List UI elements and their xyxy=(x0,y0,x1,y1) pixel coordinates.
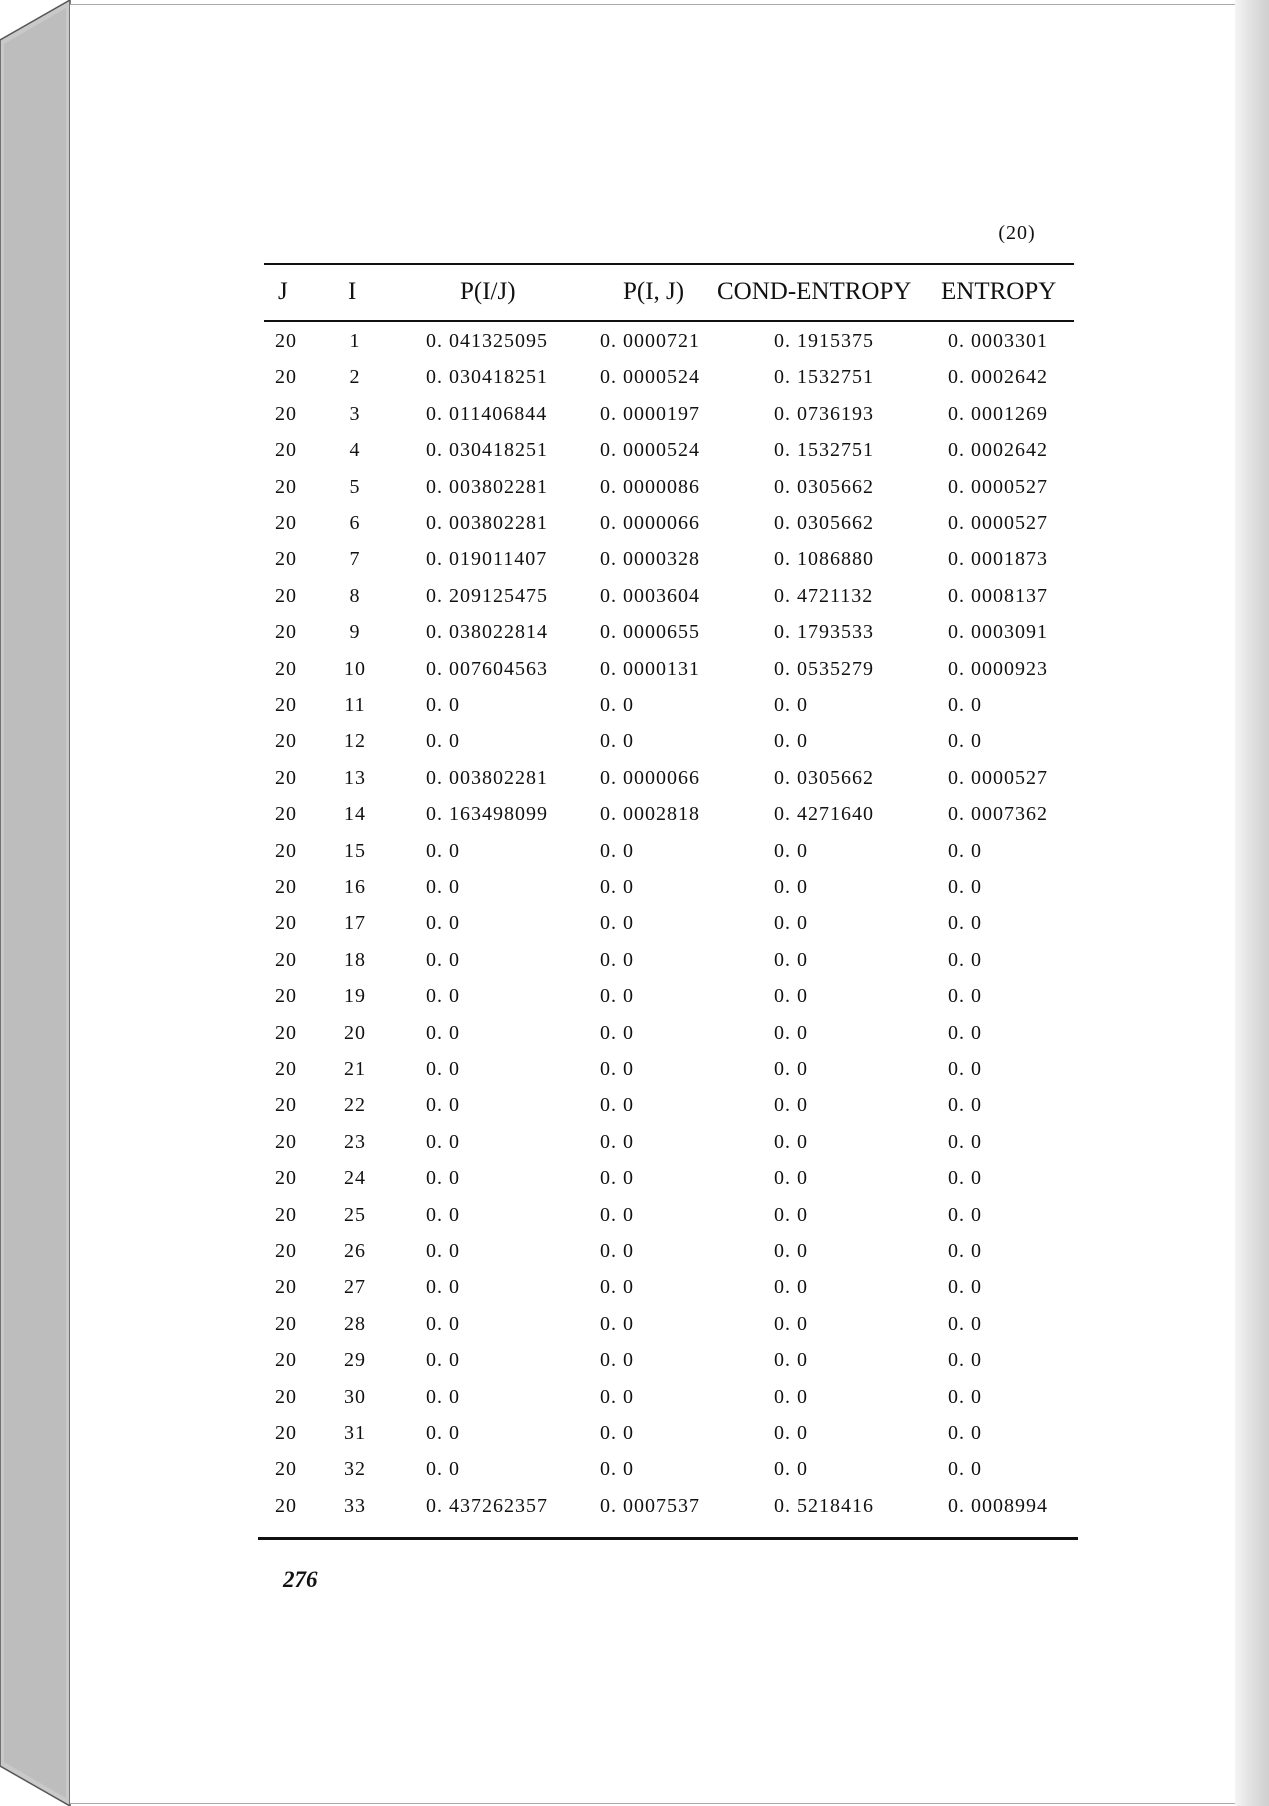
table-row xyxy=(0,1349,1269,1385)
cell-p-i-j: 0. 0 xyxy=(600,1130,634,1153)
cell-p-i-given-j: 0. 003802281 xyxy=(426,475,548,498)
cell-entropy: 0. 0 xyxy=(948,839,982,862)
cell-p-i-given-j: 0. 007604563 xyxy=(426,657,548,680)
table-row xyxy=(0,512,1269,548)
cell-p-i-j: 0. 0 xyxy=(600,1458,634,1481)
cell-entropy: 0. 0 xyxy=(948,912,982,935)
cell-p-i-given-j: 0. 030418251 xyxy=(426,366,548,389)
cell-p-i-given-j: 0. 0 xyxy=(426,1385,460,1408)
cell-i: 5 xyxy=(349,475,361,498)
cell-p-i-given-j: 0. 0 xyxy=(426,839,460,862)
cell-p-i-given-j: 0. 019011407 xyxy=(426,548,548,571)
table-row xyxy=(0,366,1269,402)
cell-cond-entropy: 0. 0 xyxy=(774,985,808,1008)
cell-p-i-j: 0. 0 xyxy=(600,1385,634,1408)
cell-i: 12 xyxy=(344,730,366,753)
cell-entropy: 0. 0 xyxy=(948,1130,982,1153)
cell-p-i-j: 0. 0007537 xyxy=(600,1494,700,1517)
cell-p-i-j: 0. 0000328 xyxy=(600,548,700,571)
cell-i: 10 xyxy=(344,657,366,680)
table-row xyxy=(0,876,1269,912)
cell-cond-entropy: 0. 0 xyxy=(774,912,808,935)
header-p-i-given-j: P(I/J) xyxy=(460,278,516,305)
cell-p-i-given-j: 0. 0 xyxy=(426,730,460,753)
cell-cond-entropy: 0. 0 xyxy=(774,1458,808,1481)
cell-entropy: 0. 0002642 xyxy=(948,366,1048,389)
cell-j: 20 xyxy=(275,366,297,389)
cell-cond-entropy: 0. 0 xyxy=(774,1167,808,1190)
cell-i: 28 xyxy=(344,1312,366,1335)
cell-cond-entropy: 0. 0 xyxy=(774,1240,808,1262)
cell-p-i-given-j: 0. 011406844 xyxy=(426,402,548,425)
cell-i: 24 xyxy=(344,1167,366,1190)
cell-p-i-j: 0. 0 xyxy=(600,1276,634,1299)
table-row xyxy=(0,840,1269,876)
cell-i: 19 xyxy=(344,985,366,1008)
cell-p-i-j: 0. 0000524 xyxy=(600,439,700,462)
cell-cond-entropy: 0. 0 xyxy=(774,1422,808,1444)
cell-i: 23 xyxy=(344,1130,366,1153)
table-row xyxy=(0,1422,1269,1458)
cell-p-i-j: 0. 0000197 xyxy=(600,402,700,425)
header-entropy: ENTROPY xyxy=(941,278,1057,305)
cell-j: 20 xyxy=(275,1312,297,1335)
cell-entropy: 0. 0 xyxy=(948,1458,982,1481)
cell-p-i-given-j: 0. 038022814 xyxy=(426,621,548,644)
cell-entropy: 0. 0000527 xyxy=(948,766,1048,789)
cell-i: 17 xyxy=(344,912,366,935)
cell-j: 20 xyxy=(275,657,297,680)
cell-p-i-j: 0. 0 xyxy=(600,1422,634,1444)
cell-p-i-given-j: 0. 0 xyxy=(426,1203,460,1226)
cell-i: 30 xyxy=(344,1385,366,1408)
cell-p-i-given-j: 0. 209125475 xyxy=(426,584,548,607)
cell-j: 20 xyxy=(275,1422,297,1444)
cell-entropy: 0. 0000527 xyxy=(948,512,1048,534)
table-row xyxy=(0,912,1269,948)
cell-cond-entropy: 0. 0535279 xyxy=(774,657,874,680)
cell-p-i-given-j: 0. 0 xyxy=(426,1240,460,1262)
header-j: J xyxy=(278,278,288,305)
cell-p-i-given-j: 0. 0 xyxy=(426,1458,460,1481)
cell-entropy: 0. 0003091 xyxy=(948,621,1048,644)
cell-p-i-j: 0. 0 xyxy=(600,1167,634,1190)
cell-entropy: 0. 0000923 xyxy=(948,657,1048,680)
cell-j: 20 xyxy=(275,730,297,753)
cell-i: 26 xyxy=(344,1240,366,1262)
cell-entropy: 0. 0 xyxy=(948,1240,982,1262)
cell-j: 20 xyxy=(275,1276,297,1299)
cell-entropy: 0. 0 xyxy=(948,1312,982,1335)
cell-p-i-j: 0. 0 xyxy=(600,1203,634,1226)
cell-p-i-j: 0. 0002818 xyxy=(600,803,700,826)
table-row xyxy=(0,548,1269,584)
cell-i: 1 xyxy=(349,330,361,352)
cell-p-i-j: 0. 0 xyxy=(600,1349,634,1372)
cell-entropy: 0. 0001269 xyxy=(948,402,1048,425)
table-row xyxy=(0,330,1269,366)
cell-entropy: 0. 0 xyxy=(948,1058,982,1080)
cell-cond-entropy: 0. 0 xyxy=(774,1385,808,1408)
cell-cond-entropy: 0. 0 xyxy=(774,876,808,898)
table-row xyxy=(0,803,1269,839)
cell-p-i-j: 0. 0000066 xyxy=(600,766,700,789)
cell-entropy: 0. 0 xyxy=(948,1203,982,1226)
cell-cond-entropy: 0. 0736193 xyxy=(774,402,874,425)
table-row xyxy=(0,1386,1269,1422)
cell-p-i-given-j: 0. 0 xyxy=(426,912,460,935)
cell-i: 21 xyxy=(344,1058,366,1080)
cell-cond-entropy: 0. 0 xyxy=(774,839,808,862)
cell-j: 20 xyxy=(275,839,297,862)
cell-entropy: 0. 0 xyxy=(948,1094,982,1117)
cell-i: 7 xyxy=(349,548,361,571)
cell-p-i-given-j: 0. 003802281 xyxy=(426,512,548,534)
cell-j: 20 xyxy=(275,912,297,935)
cell-j: 20 xyxy=(275,1167,297,1190)
cell-j: 20 xyxy=(275,1494,297,1517)
cell-p-i-j: 0. 0000131 xyxy=(600,657,700,680)
cell-entropy: 0. 0001873 xyxy=(948,548,1048,571)
cell-j: 20 xyxy=(275,985,297,1008)
cell-p-i-j: 0. 0000721 xyxy=(600,330,700,352)
cell-cond-entropy: 0. 0 xyxy=(774,948,808,971)
cell-p-i-given-j: 0. 0 xyxy=(426,1021,460,1044)
cell-p-i-given-j: 0. 0 xyxy=(426,694,460,716)
table-row xyxy=(0,403,1269,439)
cell-j: 20 xyxy=(275,1021,297,1044)
table-row xyxy=(0,658,1269,694)
cell-p-i-j: 0. 0000066 xyxy=(600,512,700,534)
cell-j: 20 xyxy=(275,1240,297,1262)
cell-cond-entropy: 0. 0305662 xyxy=(774,475,874,498)
cell-p-i-j: 0. 0003604 xyxy=(600,584,700,607)
table-row xyxy=(0,1240,1269,1276)
cell-entropy: 0. 0 xyxy=(948,1422,982,1444)
cell-i: 6 xyxy=(349,512,361,534)
cell-i: 25 xyxy=(344,1203,366,1226)
cell-cond-entropy: 0. 1532751 xyxy=(774,439,874,462)
cell-j: 20 xyxy=(275,475,297,498)
cell-cond-entropy: 0. 0 xyxy=(774,1058,808,1080)
table-row xyxy=(0,1131,1269,1167)
cell-i: 8 xyxy=(349,584,361,607)
cell-cond-entropy: 0. 1532751 xyxy=(774,366,874,389)
cell-cond-entropy: 0. 0 xyxy=(774,1349,808,1372)
table-row xyxy=(0,949,1269,985)
cell-cond-entropy: 0. 0 xyxy=(774,694,808,716)
cell-p-i-given-j: 0. 0 xyxy=(426,1422,460,1444)
cell-entropy: 0. 0 xyxy=(948,1167,982,1190)
table-row xyxy=(0,1495,1269,1531)
cell-j: 20 xyxy=(275,439,297,462)
table-row xyxy=(0,1458,1269,1494)
table-row xyxy=(0,767,1269,803)
table-header-rule xyxy=(264,320,1074,322)
cell-i: 27 xyxy=(344,1276,366,1299)
cell-cond-entropy: 0. 0 xyxy=(774,730,808,753)
table-row xyxy=(0,1058,1269,1094)
cell-j: 20 xyxy=(275,1058,297,1080)
cell-cond-entropy: 0. 1086880 xyxy=(774,548,874,571)
cell-entropy: 0. 0 xyxy=(948,730,982,753)
cell-p-i-j: 0. 0 xyxy=(600,1058,634,1080)
cell-p-i-given-j: 0. 0 xyxy=(426,1276,460,1299)
cell-p-i-j: 0. 0 xyxy=(600,1094,634,1117)
cell-entropy: 0. 0 xyxy=(948,694,982,716)
cell-j: 20 xyxy=(275,1458,297,1481)
cell-j: 20 xyxy=(275,876,297,898)
cell-p-i-given-j: 0. 163498099 xyxy=(426,803,548,826)
cell-j: 20 xyxy=(275,803,297,826)
cell-cond-entropy: 0. 5218416 xyxy=(774,1494,874,1517)
cell-p-i-j: 0. 0 xyxy=(600,876,634,898)
table-row xyxy=(0,1204,1269,1240)
cell-p-i-given-j: 0. 0 xyxy=(426,1167,460,1190)
cell-j: 20 xyxy=(275,948,297,971)
cell-entropy: 0. 0000527 xyxy=(948,475,1048,498)
cell-j: 20 xyxy=(275,1130,297,1153)
cell-j: 20 xyxy=(275,1203,297,1226)
cell-cond-entropy: 0. 0 xyxy=(774,1276,808,1299)
cell-p-i-given-j: 0. 030418251 xyxy=(426,439,548,462)
table-row xyxy=(0,1167,1269,1203)
cell-i: 3 xyxy=(349,402,361,425)
cell-p-i-given-j: 0. 0 xyxy=(426,1312,460,1335)
cell-i: 13 xyxy=(344,766,366,789)
table-number: (20) xyxy=(998,222,1036,244)
cell-p-i-j: 0. 0 xyxy=(600,985,634,1008)
cell-i: 16 xyxy=(344,876,366,898)
page-number: 276 xyxy=(283,1567,318,1592)
cell-i: 32 xyxy=(344,1458,366,1481)
cell-j: 20 xyxy=(275,694,297,716)
cell-p-i-given-j: 0. 041325095 xyxy=(426,330,548,352)
cell-entropy: 0. 0 xyxy=(948,1021,982,1044)
cell-cond-entropy: 0. 4721132 xyxy=(774,584,874,607)
cell-entropy: 0. 0002642 xyxy=(948,439,1048,462)
table-bottom-rule xyxy=(258,1537,1078,1540)
cell-entropy: 0. 0003301 xyxy=(948,330,1048,352)
cell-entropy: 0. 0008994 xyxy=(948,1494,1048,1517)
cell-entropy: 0. 0 xyxy=(948,1276,982,1299)
cell-p-i-j: 0. 0 xyxy=(600,1240,634,1262)
table-row xyxy=(0,985,1269,1021)
cell-p-i-given-j: 0. 0 xyxy=(426,985,460,1008)
cell-j: 20 xyxy=(275,1385,297,1408)
cell-entropy: 0. 0 xyxy=(948,985,982,1008)
cell-cond-entropy: 0. 0305662 xyxy=(774,766,874,789)
table-row xyxy=(0,1313,1269,1349)
table-row xyxy=(0,585,1269,621)
table-top-rule xyxy=(264,263,1074,265)
table-row xyxy=(0,476,1269,512)
table-row xyxy=(0,730,1269,766)
cell-i: 2 xyxy=(349,366,361,389)
cell-j: 20 xyxy=(275,548,297,571)
cell-cond-entropy: 0. 0 xyxy=(774,1021,808,1044)
cell-i: 33 xyxy=(344,1494,366,1517)
cell-j: 20 xyxy=(275,584,297,607)
cell-i: 4 xyxy=(349,439,361,462)
cell-p-i-given-j: 0. 003802281 xyxy=(426,766,548,789)
cell-p-i-given-j: 0. 0 xyxy=(426,1058,460,1080)
cell-entropy: 0. 0008137 xyxy=(948,584,1048,607)
cell-p-i-j: 0. 0 xyxy=(600,694,634,716)
cell-p-i-j: 0. 0000524 xyxy=(600,366,700,389)
cell-i: 31 xyxy=(344,1422,366,1444)
cell-cond-entropy: 0. 0 xyxy=(774,1312,808,1335)
cell-i: 29 xyxy=(344,1349,366,1372)
cell-i: 15 xyxy=(344,839,366,862)
cell-p-i-given-j: 0. 0 xyxy=(426,1130,460,1153)
cell-j: 20 xyxy=(275,1094,297,1117)
cell-entropy: 0. 0 xyxy=(948,948,982,971)
cell-p-i-given-j: 0. 0 xyxy=(426,876,460,898)
cell-cond-entropy: 0. 1915375 xyxy=(774,330,874,352)
cell-p-i-j: 0. 0 xyxy=(600,912,634,935)
cell-i: 9 xyxy=(349,621,361,644)
cell-p-i-j: 0. 0 xyxy=(600,730,634,753)
cell-i: 11 xyxy=(344,694,366,716)
cell-cond-entropy: 0. 1793533 xyxy=(774,621,874,644)
cell-p-i-given-j: 0. 0 xyxy=(426,1349,460,1372)
table-row xyxy=(0,1094,1269,1130)
table-row xyxy=(0,1022,1269,1058)
cell-i: 20 xyxy=(344,1021,366,1044)
table-row xyxy=(0,621,1269,657)
cell-entropy: 0. 0 xyxy=(948,1349,982,1372)
cell-i: 22 xyxy=(344,1094,366,1117)
header-p-i-j: P(I, J) xyxy=(623,278,685,305)
cell-p-i-j: 0. 0 xyxy=(600,839,634,862)
cell-p-i-j: 0. 0000655 xyxy=(600,621,700,644)
cell-cond-entropy: 0. 0 xyxy=(774,1130,808,1153)
cell-p-i-j: 0. 0 xyxy=(600,1021,634,1044)
header-cond-entropy: COND-ENTROPY xyxy=(717,278,912,305)
cell-cond-entropy: 0. 0 xyxy=(774,1094,808,1117)
cell-cond-entropy: 0. 4271640 xyxy=(774,803,874,826)
cell-cond-entropy: 0. 0 xyxy=(774,1203,808,1226)
cell-p-i-j: 0. 0 xyxy=(600,1312,634,1335)
table-row xyxy=(0,1276,1269,1312)
cell-cond-entropy: 0. 0305662 xyxy=(774,512,874,534)
cell-p-i-given-j: 0. 0 xyxy=(426,948,460,971)
cell-j: 20 xyxy=(275,330,297,352)
cell-j: 20 xyxy=(275,402,297,425)
cell-j: 20 xyxy=(275,621,297,644)
cell-i: 18 xyxy=(344,948,366,971)
cell-p-i-given-j: 0. 0 xyxy=(426,1094,460,1117)
cell-i: 14 xyxy=(344,803,366,826)
table-row xyxy=(0,439,1269,475)
cell-p-i-j: 0. 0000086 xyxy=(600,475,700,498)
cell-entropy: 0. 0007362 xyxy=(948,803,1048,826)
cell-p-i-j: 0. 0 xyxy=(600,948,634,971)
header-i: I xyxy=(348,278,357,305)
cell-j: 20 xyxy=(275,766,297,789)
cell-entropy: 0. 0 xyxy=(948,1385,982,1408)
cell-p-i-given-j: 0. 437262357 xyxy=(426,1494,548,1517)
cell-entropy: 0. 0 xyxy=(948,876,982,898)
cell-j: 20 xyxy=(275,512,297,534)
cell-j: 20 xyxy=(275,1349,297,1372)
table-row xyxy=(0,694,1269,730)
